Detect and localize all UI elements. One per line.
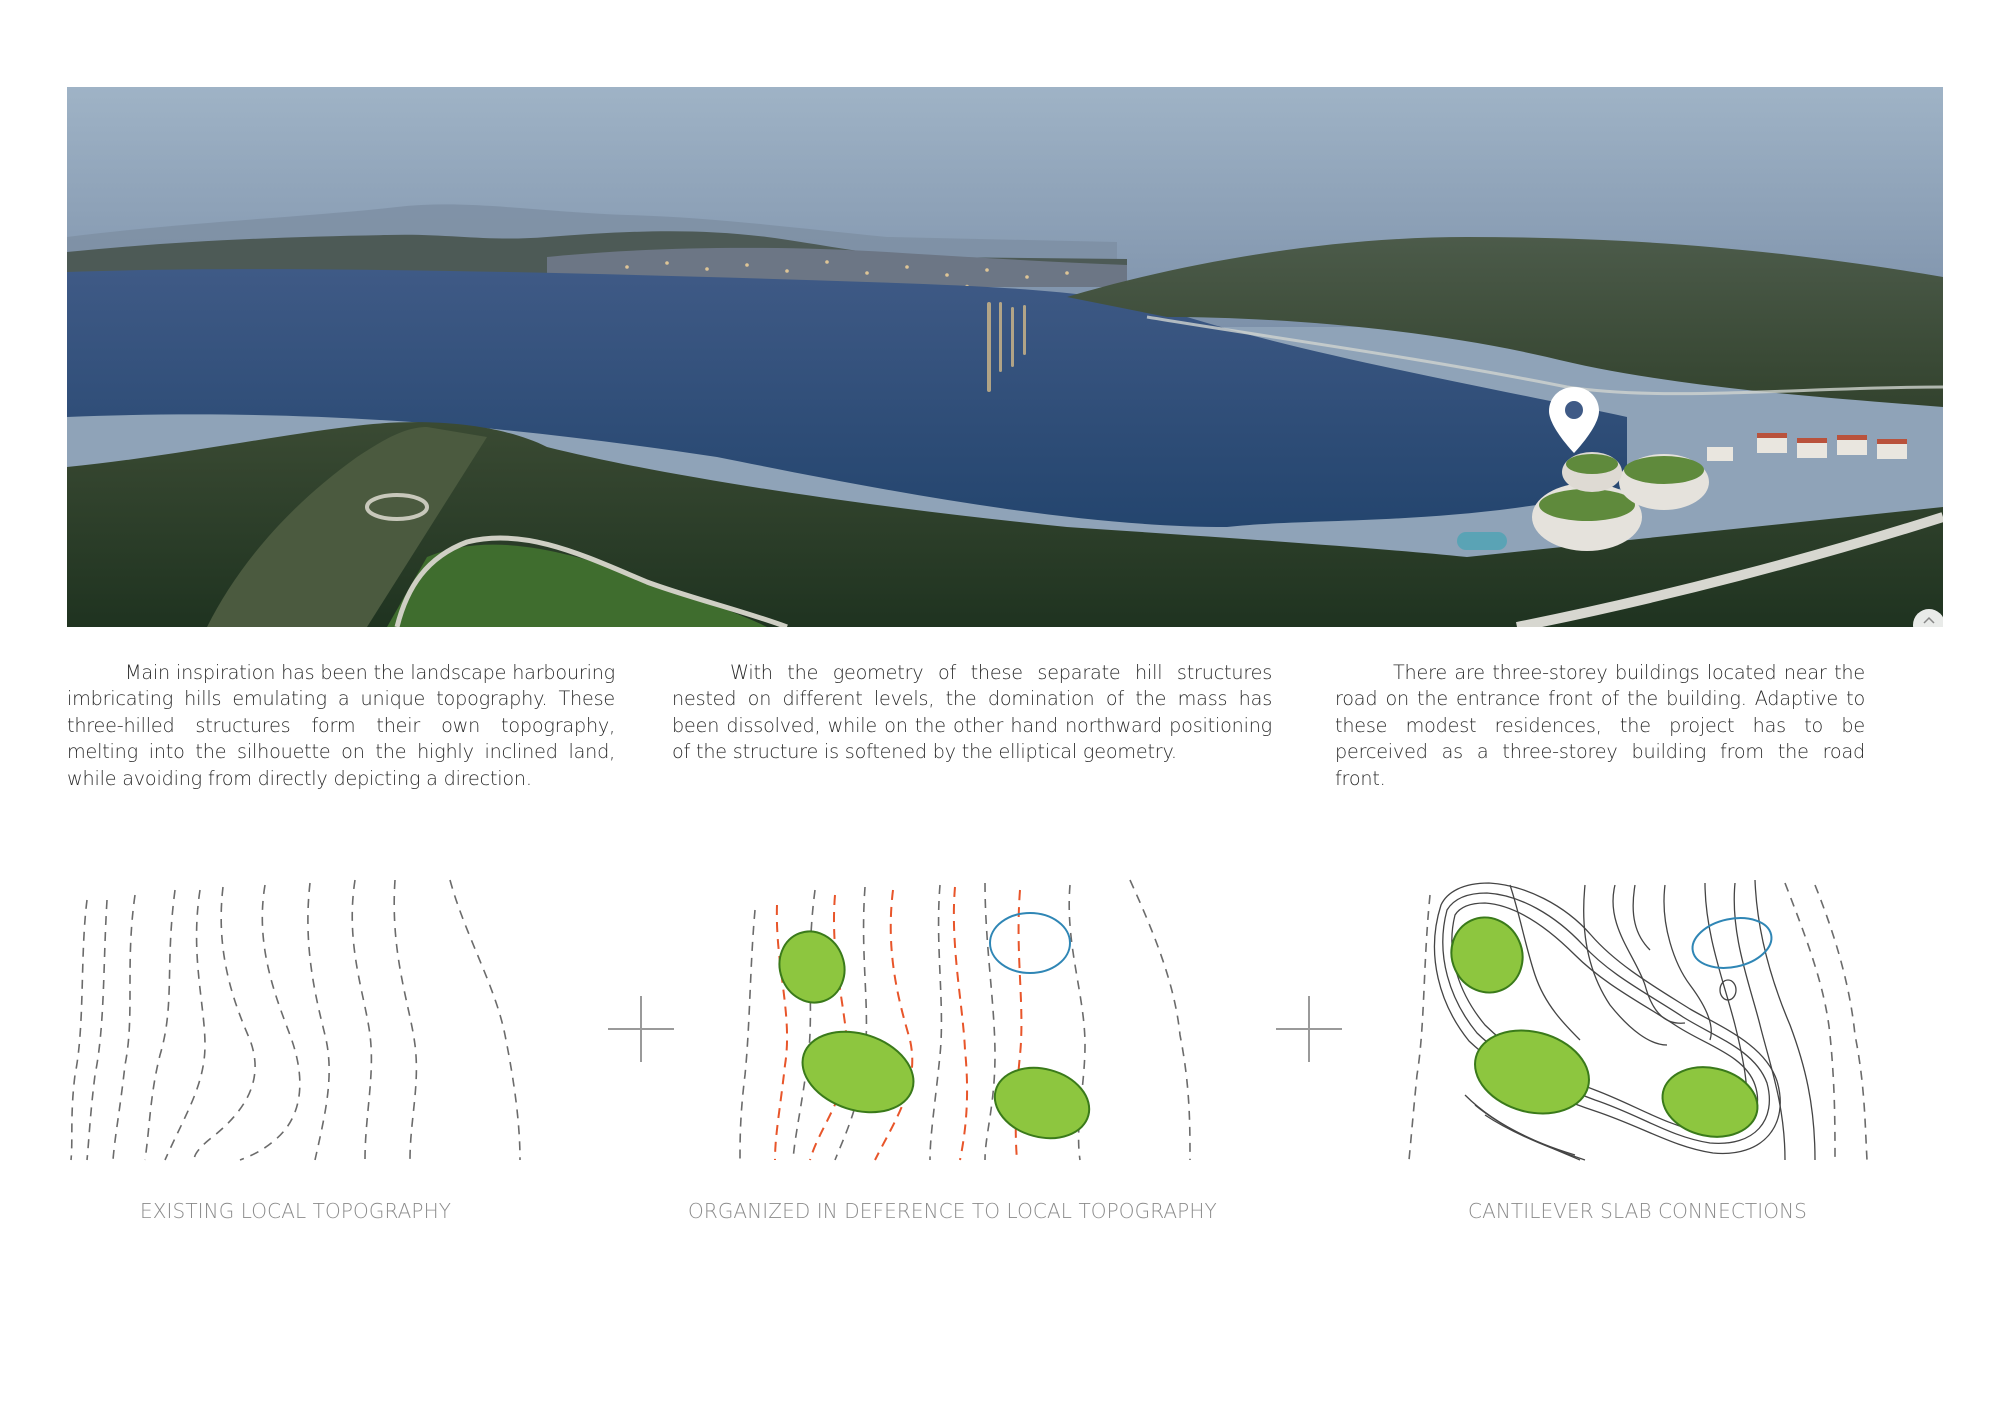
hill-ellipse bbox=[987, 1058, 1097, 1149]
aerial-photo bbox=[67, 87, 1943, 627]
paragraph-geometry: With the geometry of these separate hill structures nested on different levels, the domination of the mass has been dissolved, while on the other hand northward positioning of the structure is softened by the elliptical geometry. bbox=[672, 661, 1272, 764]
diagram-existing-topography bbox=[65, 875, 535, 1160]
caption-existing-topography: EXISTING LOCAL TOPOGRAPHY bbox=[140, 1199, 452, 1223]
hill-ellipse bbox=[1466, 1018, 1599, 1125]
diagram-cantilever bbox=[1405, 875, 1875, 1160]
paragraph-residences: There are three-storey buildings located near the road on the entrance front of the building. Adaptive to these modest residences, the project has to be perceived as a three-storey building from the road front. bbox=[1335, 661, 1865, 790]
plus-icon bbox=[1276, 996, 1342, 1062]
caption-cantilever: CANTILEVER SLAB CONNECTIONS bbox=[1468, 1199, 1807, 1223]
paragraph-inspiration: Main inspiration has been the landscape harbouring imbricating hills emulating a unique topography. These three-hilled structures form their own topography, melting into the silhouette on the highly inclined land, while avoiding from directly depicting a direction. bbox=[67, 661, 615, 790]
plus-icon bbox=[608, 996, 674, 1062]
caption-organized: ORGANIZED IN DEFERENCE TO LOCAL TOPOGRAPHY bbox=[688, 1199, 1217, 1223]
diagram-organized bbox=[735, 875, 1205, 1160]
hill-ellipse bbox=[792, 1018, 924, 1126]
